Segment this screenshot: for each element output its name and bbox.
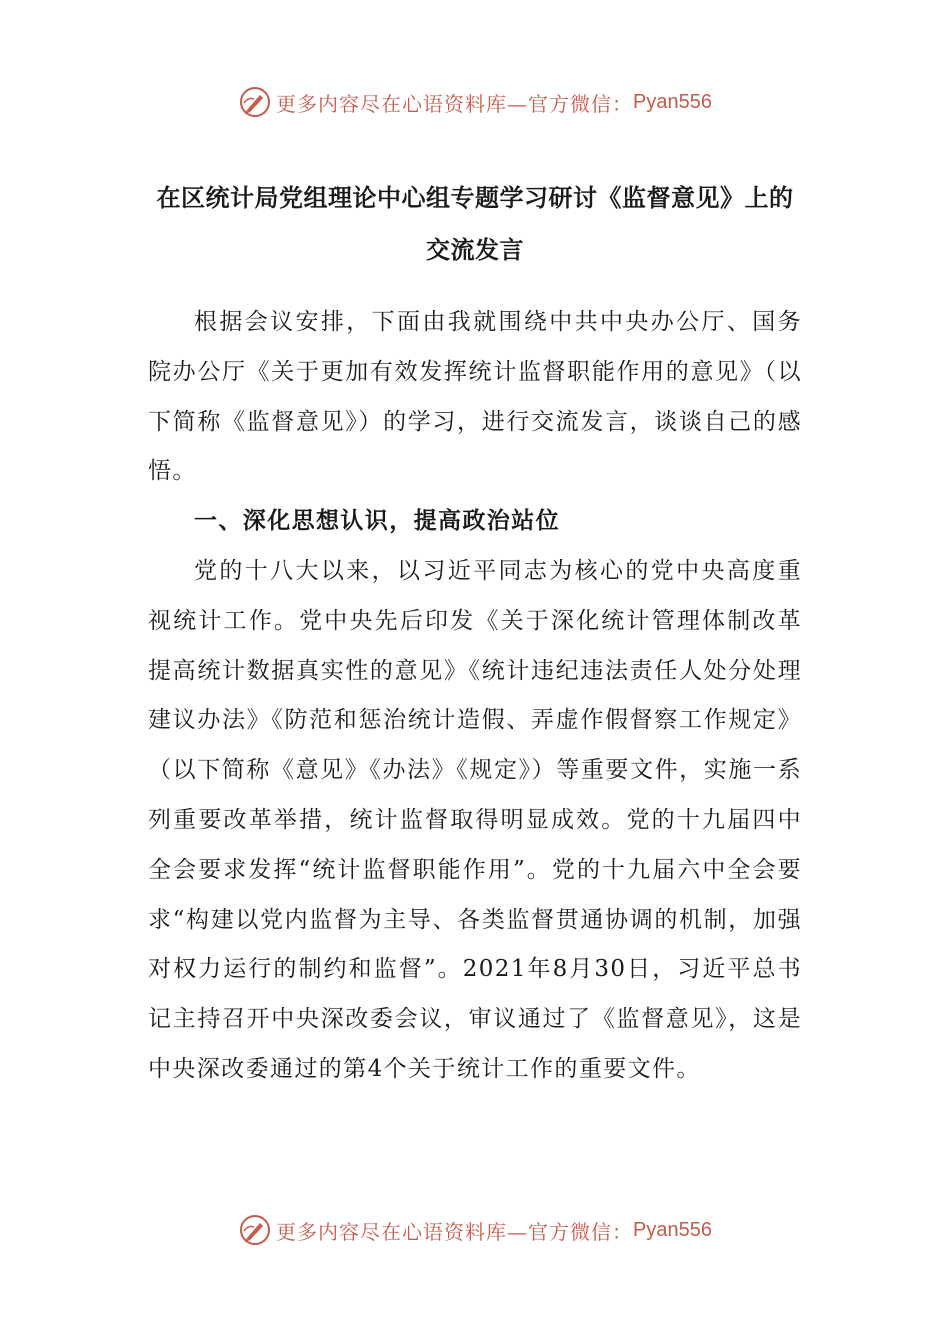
intro-paragraph: 根据会议安排，下面由我就围绕中共中央办公厅、国务院办公厅《关于更加有效发挥统计监督职能作用的意见》（以下简称《监督意见》）的学习，进行交流发言，谈谈自己的感悟。	[148, 309, 802, 485]
section-paragraph: 党的十八大以来，以习近平同志为核心的党中央高度重视统计工作。党中央先后印发《关于深化统计管理体制改革提高统计数据真实性的意见》《统计违纪违法责任人处分处理建议办法》《防范和惩治统计造假、弄虚作假督察工作规定》（以下简称《意见》《办法》《规定》）等重要文件，实施一系列重要改革举措，统计监督取得明显成效。党的十九届四中全会要求发挥“统计监督职能作用”。党的十九届六中全会要求“构建以党内监督为主导、各类监督贯通协调的机制，加强对权力运行的制约和监督”。2021年8月30日，习近平总书记主持召开中央深改委会议，审议通过了《监督意见》，这是中央深改委通过的第4个关于统计工作的重要文件。	[148, 557, 802, 1082]
watermark-banner-bottom	[0, 1210, 950, 1250]
pen-logo-icon	[238, 85, 272, 119]
watermark-wechat-id: Pyan556	[633, 1218, 712, 1241]
section-heading: 一、深化思想认识，提高政治站位	[194, 508, 560, 535]
document-title: 在区统计局党组理论中心组专题学习研讨《监督意见》上的交流发言	[156, 184, 794, 264]
watermark-text: 更多内容尽在心语资料库—官方微信：	[276, 1219, 634, 1244]
watermark-text: 更多内容尽在心语资料库—官方微信：	[276, 91, 634, 116]
watermark-banner-top	[0, 82, 950, 122]
watermark-wechat-id: Pyan556	[633, 90, 712, 113]
document-body	[148, 298, 802, 1095]
pen-logo-icon	[238, 1213, 272, 1247]
